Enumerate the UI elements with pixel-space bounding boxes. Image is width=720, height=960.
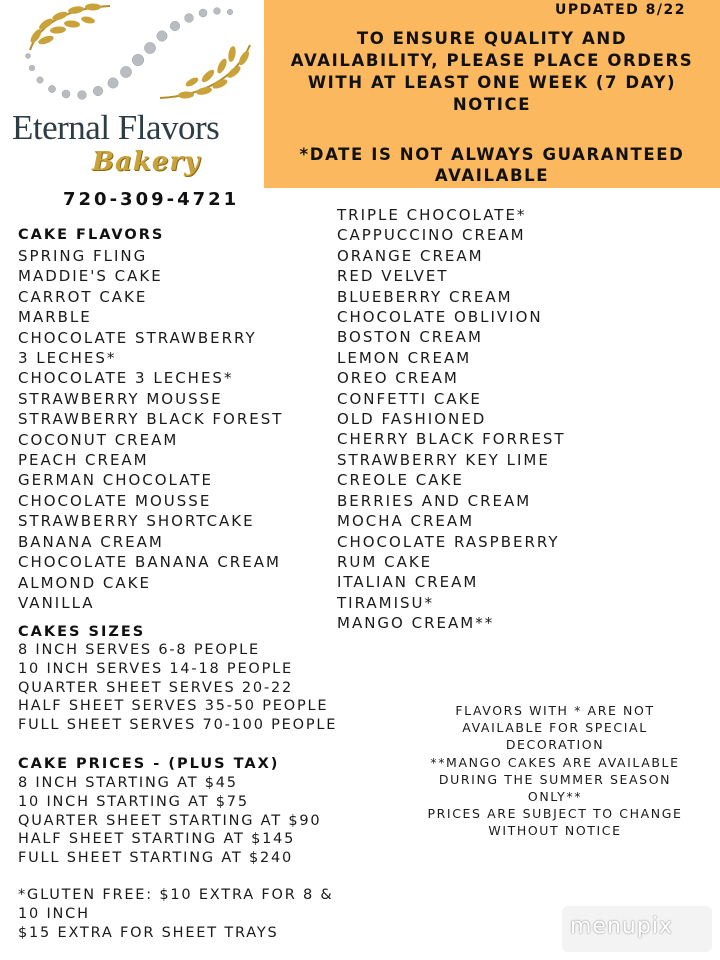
flavor-item: CHOCOLATE MOUSSE [18, 491, 212, 510]
order-notice-box [264, 0, 720, 188]
flavor-item: MADDIE'S CAKE [18, 267, 163, 286]
flavor-item: CARROT CAKE [18, 287, 148, 306]
flavor-item: 3 LECHES* [18, 349, 117, 368]
flavor-item: COCONUT CREAM [18, 430, 179, 449]
notice-line: AVAILABILITY, PLEASE PLACE ORDERS [290, 51, 694, 70]
gluten-free-line: $15 EXTRA FOR SHEET TRAYS [18, 924, 279, 941]
sizes-list [18, 641, 337, 735]
flavor-item: CHOCOLATE OBLIVION [337, 308, 543, 327]
notice-line: WITH AT LEAST ONE WEEK (7 DAY) [307, 73, 677, 92]
size-item: 8 INCH SERVES 6-8 PEOPLE [18, 642, 260, 658]
flavor-item: STRAWBERRY KEY LIME [337, 450, 550, 469]
price-item: QUARTER SHEET STARTING AT $90 [18, 812, 322, 829]
flavor-item: CAPPUCCINO CREAM [337, 226, 526, 245]
flavor-item: CHERRY BLACK FORREST [337, 430, 566, 449]
flavor-item: CHOCOLATE RASPBERRY [337, 532, 560, 551]
brand-name: Eternal Flavors [12, 108, 220, 147]
brand-subtitle: Bakery [92, 147, 201, 177]
flavor-item: MARBLE [18, 308, 92, 327]
cake-prices-heading: CAKE PRICES - (PLUS TAX) [18, 756, 280, 772]
price-item: 8 INCH STARTING AT $45 [18, 775, 238, 791]
flavor-item: STRAWBERRY SHORTCAKE [18, 512, 255, 531]
notice-line: NOTICE [452, 95, 532, 114]
flavor-item: STRAWBERRY BLACK FOREST [18, 410, 284, 429]
cake-sizes-heading: CAKES SIZES [18, 624, 146, 640]
flavor-item: BERRIES AND CREAM [337, 491, 532, 510]
flavor-item: BANANA CREAM [18, 532, 164, 551]
flavor-item: CHOCOLATE STRAWBERRY [18, 328, 257, 347]
footnote-line: AVAILABLE FOR SPECIAL [462, 720, 648, 736]
flavor-item: CONFETTI CAKE [337, 389, 482, 408]
footnote-line: DECORATION [505, 737, 605, 753]
flavor-item: LEMON CREAM [337, 348, 472, 367]
infinity-pearl-laurel-icon [0, 0, 265, 110]
size-item: 10 INCH SERVES 14-18 PEOPLE [18, 660, 294, 677]
flavor-item: CHOCOLATE BANANA CREAM [18, 553, 281, 572]
date-notice-line: AVAILABLE [434, 166, 550, 185]
flavor-item: BLUEBERRY CREAM [337, 287, 513, 306]
gluten-free-note [18, 886, 334, 942]
flavor-item: SPRING FLING [18, 247, 148, 265]
size-item: QUARTER SHEET SERVES 20-22 [18, 679, 294, 696]
order-notice [264, 28, 720, 116]
footnote-line: DURING THE SUMMER SEASON [438, 771, 672, 787]
bakery-logo [0, 0, 265, 195]
flavor-item: OLD FASHIONED [337, 410, 487, 429]
price-item: FULL SHEET STARTING AT $240 [18, 850, 294, 867]
flavor-item: TRIPLE CHOCOLATE* [337, 206, 527, 224]
size-item: FULL SHEET SERVES 70-100 PEOPLE [18, 717, 338, 734]
gluten-free-line: 10 INCH [18, 905, 90, 922]
flavor-item: ORANGE CREAM [337, 246, 484, 265]
flavor-item: ITALIAN CREAM [337, 573, 479, 592]
footnotes [410, 702, 700, 840]
flavor-item: RED VELVET [337, 267, 449, 286]
flavor-list-right [337, 205, 566, 634]
notice-line: TO ENSURE QUALITY AND [356, 29, 628, 48]
menupix-watermark [562, 906, 712, 952]
flavor-item: VANILLA [18, 593, 95, 612]
flavor-item: PEACH CREAM [18, 451, 149, 470]
flavor-item: CREOLE CAKE [337, 471, 464, 490]
date-notice-line: *DATE IS NOT ALWAYS GUARANTEED [299, 145, 685, 164]
footnote-line: WITHOUT NOTICE [488, 823, 622, 839]
prices-list [18, 774, 321, 868]
watermark-text: menupix [570, 914, 673, 939]
flavor-item: BOSTON CREAM [337, 328, 483, 347]
footnote-line: **MANGO CAKES ARE AVAILABLE [430, 754, 680, 770]
flavor-list-left [18, 246, 283, 613]
flavor-item: MOCHA CREAM [337, 512, 475, 531]
cake-flavors-heading: CAKE FLAVORS [18, 227, 165, 243]
footnote-line: FLAVORS WITH * ARE NOT [455, 703, 655, 718]
flavor-item: ALMOND CAKE [18, 573, 151, 592]
flavor-item: OREO CREAM [337, 369, 459, 388]
gluten-free-line: *GLUTEN FREE: $10 EXTRA FOR 8 & [18, 887, 334, 903]
flavor-item: CHOCOLATE 3 LECHES* [18, 369, 234, 388]
price-item: 10 INCH STARTING AT $75 [18, 793, 249, 810]
footnote-line: ONLY** [527, 789, 583, 805]
updated-date: UPDATED 8/22 [555, 2, 686, 18]
price-item: HALF SHEET STARTING AT $145 [18, 831, 296, 848]
flavor-item: STRAWBERRY MOUSSE [18, 389, 223, 408]
flavor-item: RUM CAKE [337, 552, 433, 571]
flavor-item: GERMAN CHOCOLATE [18, 471, 213, 490]
date-notice [264, 144, 720, 186]
flavor-item: MANGO CREAM** [337, 614, 495, 633]
footnote-line: PRICES ARE SUBJECT TO CHANGE [427, 806, 683, 822]
flavor-item: TIRAMISU* [337, 593, 435, 612]
size-item: HALF SHEET SERVES 35-50 PEOPLE [18, 698, 329, 715]
phone-number[interactable]: 720-309-4721 [63, 189, 240, 210]
